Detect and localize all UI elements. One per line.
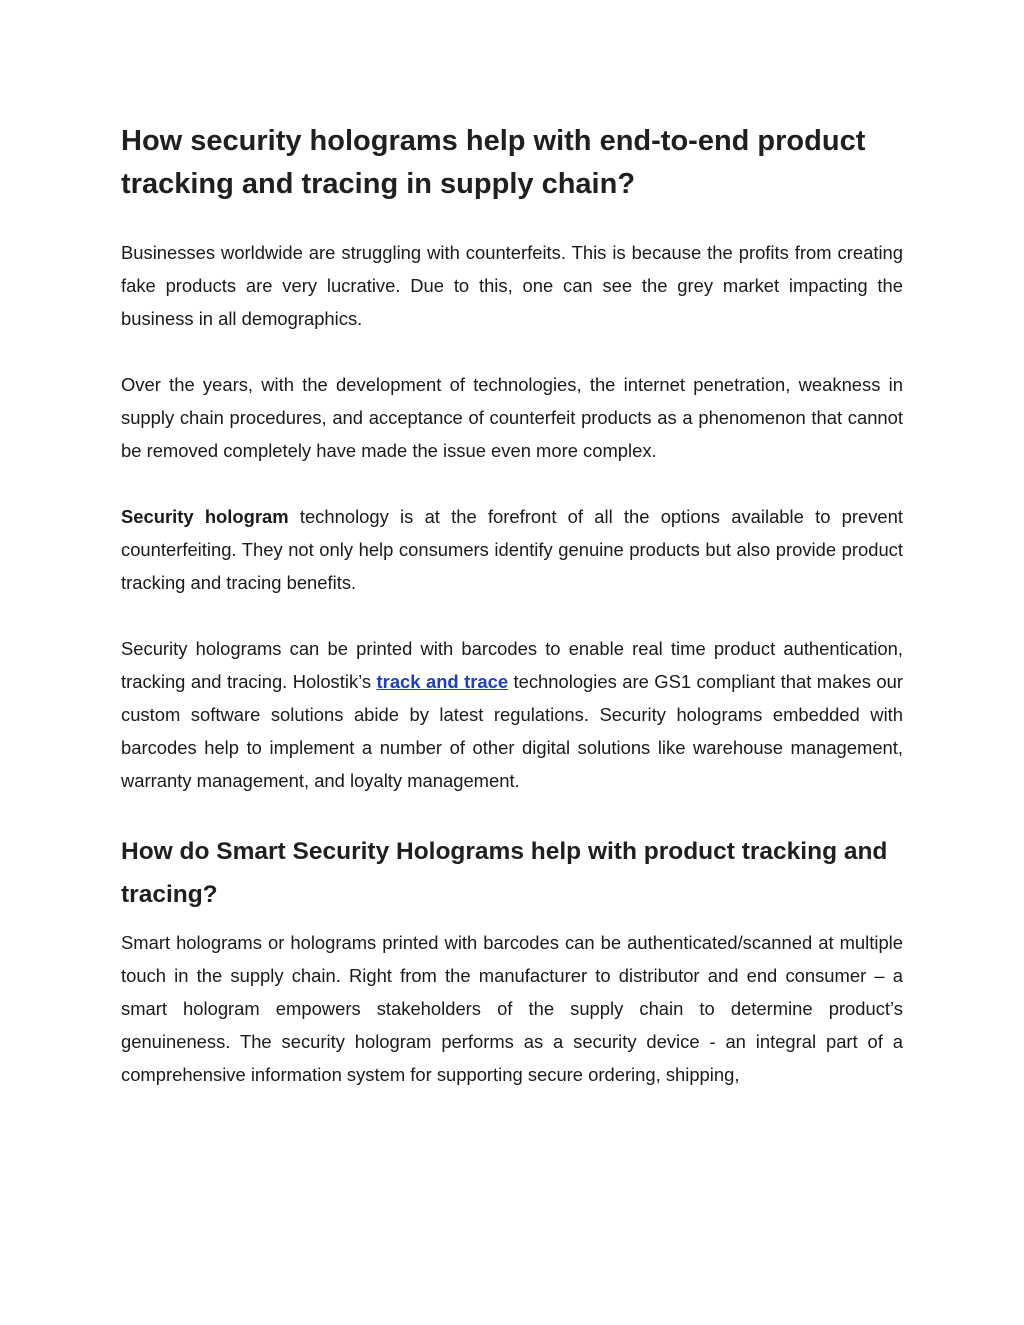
main-heading: How security holograms help with end-to-end product tracking and tracing in supply chain? xyxy=(121,125,866,200)
paragraph-counterfeits: Businesses worldwide are struggling with counterfeits. This is because the profits from creating fake products are very lucrative. Due to this, one can see the grey market impacting the business in all demographics. xyxy=(121,242,903,329)
paragraph-smart-holograms: Smart holograms or holograms printed with barcodes can be authenticated/scanned at multiple touch in the supply chain. Right from the manufacturer to distributor and end consumer – a smart hologram empowers stakeholders of the supply chain to determine product’s genuineness. The security hologram performs as a security device - an integral part of a comprehensive information system for supporting secure ordering, shipping, xyxy=(121,932,903,1085)
track-and-trace-link[interactable]: track and trace xyxy=(376,671,509,692)
security-hologram-text: technology is at the forefront of all the options available to prevent counterfeiting. They not only help consumers identify genuine products but also provide product tracking and tracing benefits. xyxy=(121,506,903,593)
paragraph-barcodes xyxy=(121,632,903,797)
paragraph-security-hologram xyxy=(121,500,903,599)
barcodes-text-before: Security holograms can be printed with barcodes to enable real time product authentication, tracking and tracing. Holostik’s xyxy=(121,638,903,692)
document-page xyxy=(121,120,903,1124)
barcodes-text-after: technologies are GS1 compliant that makes our custom software solutions abide by latest regulations. Security holograms embedded with barcodes help to implement a number of other digital solutions like warehouse management, warranty management, and loyalty management. xyxy=(121,671,903,791)
section-heading: How do Smart Security Holograms help with product tracking and tracing? xyxy=(121,838,888,908)
security-hologram-term: Security hologram xyxy=(121,506,289,527)
paragraph-development: Over the years, with the development of technologies, the internet penetration, weakness in supply chain procedures, and acceptance of counterfeit products as a phenomenon that cannot be removed completely have made the issue even more complex. xyxy=(121,374,903,461)
